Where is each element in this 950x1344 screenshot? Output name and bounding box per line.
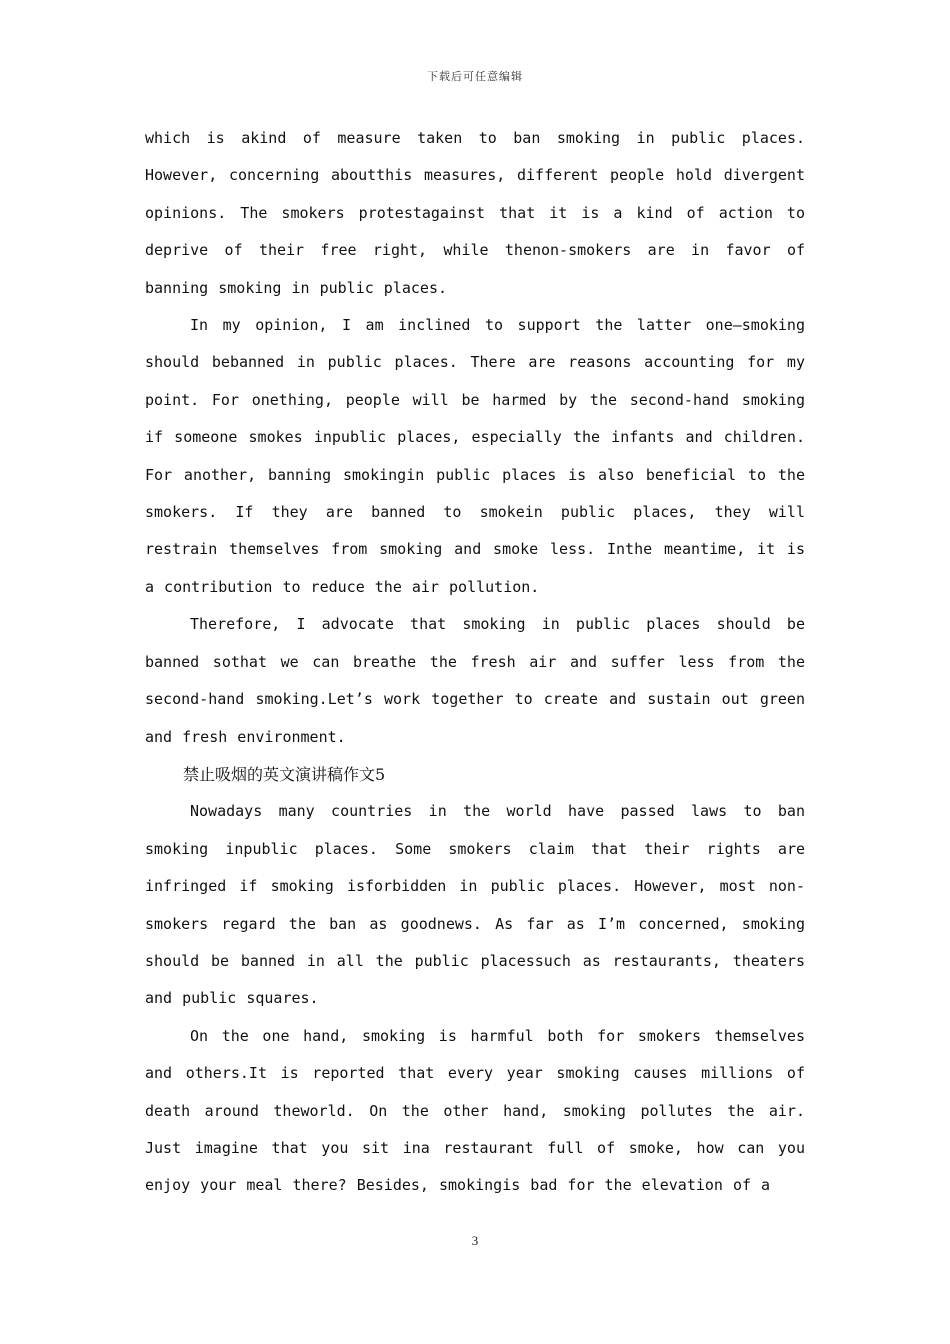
section-paragraph-1: Nowadays many countries in the world have passed laws to ban smoking inpublic places. Some smokers claim that their rights are infringed if smoking isforbidden in public places. However, most non-smokers regard the ban as goodnews. As far as I’m concerned, smoking should be banned in all the public placessuch as restaurants, theaters and public squares. [145, 802, 805, 1008]
paragraph-2: In my opinion, I am inclined to support the latter one—smoking should bebanned in public places. There are reasons accounting for my point. For onething, people will be harmed by the second-hand smoking if someone smokes inpublic places, especially the infants and children. For another, banning smokingin public places is also beneficial to the smokers. If they are banned to smokein public places, they will restrain themselves from smoking and smoke less. Inthe meantime, it is a contribution to reduce the air pollution. [145, 316, 805, 596]
section-paragraph-2: On the one hand, smoking is harmful both for smokers themselves and others.It is reported that every year smoking causes millions of death around theworld. On the other hand, smoking pollutes the air. Just imagine that you sit ina restaurant full of smoke, how can you enjoy your meal there? Besides, smokingis bad for the elevation of a [145, 1026, 805, 1195]
page-header: 下载后可任意编辑 [427, 70, 523, 83]
page-number: 3 [471, 1233, 479, 1248]
paragraph-3: Therefore, I advocate that smoking in public places should be banned sothat we can breathe the fresh air and suffer less from the second-hand smoking.Let’s work together to create and sustain out green and fresh environment. [145, 615, 805, 746]
section-heading: 禁止吸烟的英文演讲稿作文5 [183, 764, 386, 784]
document-body [145, 120, 805, 1205]
paragraph-1: which is akind of measure taken to ban smoking in public places. However, concerning aboutthis measures, different people hold divergent opinions. The smokers protestagainst that it is a kind of action to deprive of their free right, while thenon-smokers are in favor of banning smoking in public places. [145, 129, 805, 297]
